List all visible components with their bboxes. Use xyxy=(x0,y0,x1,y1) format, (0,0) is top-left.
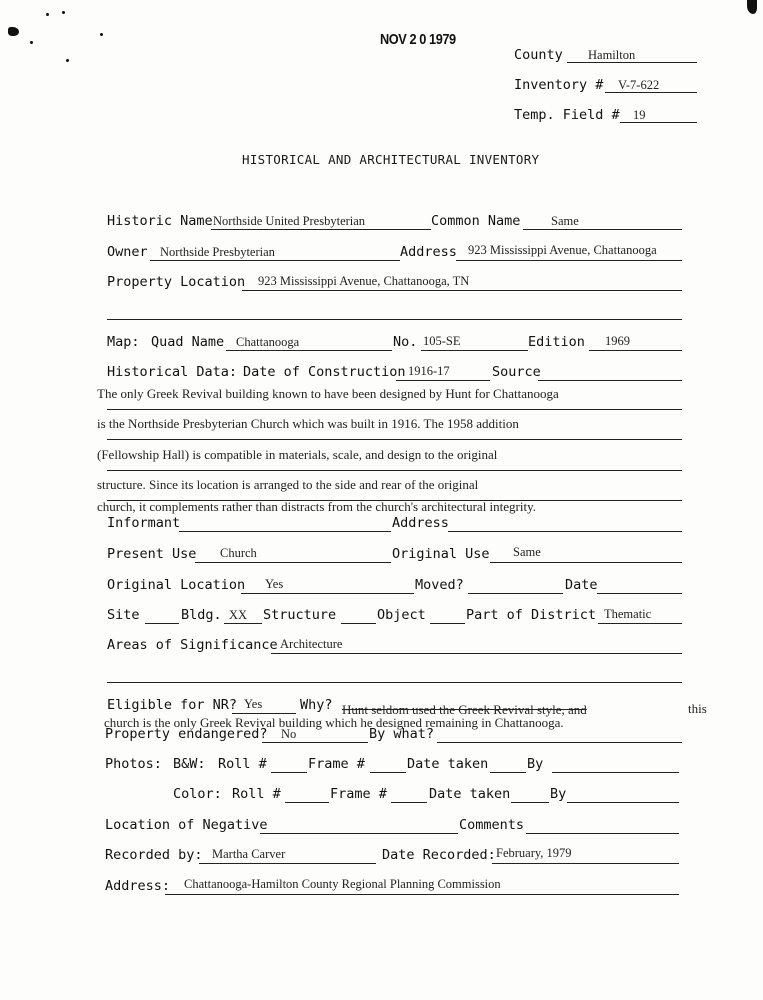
original-use-value: Same xyxy=(513,545,541,559)
original-location-label: Original Location xyxy=(107,577,246,593)
why-value-line-2: church is the only Greek Revival building which he designed remaining in Chattanooga. xyxy=(104,715,564,730)
historic-name-line xyxy=(211,229,431,230)
structure-line xyxy=(341,623,376,624)
bldg-line xyxy=(224,623,262,624)
endangered-label: Property endangered? xyxy=(105,726,268,742)
moved-line xyxy=(468,593,563,594)
part-district-value: Thematic xyxy=(604,607,652,621)
bw-label: B&W: xyxy=(173,756,206,772)
inventory-line xyxy=(605,92,697,93)
date-construction-value: 1916-17 xyxy=(408,364,450,378)
scan-speck xyxy=(100,33,103,36)
endangered-line xyxy=(262,742,368,743)
color-by-label: By xyxy=(550,786,567,802)
bw-frame-label: Frame # xyxy=(308,756,365,772)
edition-label: Edition xyxy=(528,334,585,350)
scan-speck xyxy=(46,13,49,16)
recorded-by-line xyxy=(199,863,376,864)
edition-value: 1969 xyxy=(605,334,630,348)
color-roll-line xyxy=(285,802,329,803)
recorded-by-label: Recorded by: xyxy=(105,847,203,863)
bldg-label: Bldg. xyxy=(181,607,222,623)
address-value: 923 Mississippi Avenue, Chattanooga xyxy=(468,243,657,257)
areas-line xyxy=(271,653,682,654)
map-no-line xyxy=(421,350,528,351)
source-label: Source xyxy=(492,364,541,380)
temp-field-label: Temp. Field # xyxy=(514,107,620,123)
eligible-label: Eligible for NR? xyxy=(107,697,238,713)
eligible-value: Yes xyxy=(244,697,263,711)
owner-label: Owner xyxy=(107,244,148,260)
map-label: Map: xyxy=(107,334,140,350)
object-line xyxy=(430,623,465,624)
owner-value: Northside Presbyterian xyxy=(160,245,275,259)
county-value: Hamilton xyxy=(588,48,636,62)
comments-line xyxy=(526,833,679,834)
informant-address-label: Address xyxy=(392,515,449,531)
eligible-line xyxy=(232,713,296,714)
map-no-value: 105-SE xyxy=(423,334,461,348)
property-location-line xyxy=(242,290,682,291)
narrative-line-2: is the Northside Presbyterian Church which was built in 1916. The 1958 addition xyxy=(97,416,519,431)
property-location-line-2 xyxy=(107,319,682,320)
date-recorded-value: February, 1979 xyxy=(496,846,572,860)
color-frame-label: Frame # xyxy=(330,786,387,802)
narrative-rule-2 xyxy=(107,439,682,440)
neg-location-label: Location of Negative xyxy=(105,817,268,833)
photos-label: Photos: xyxy=(105,756,162,772)
informant-line xyxy=(179,531,391,532)
form-title: HISTORICAL AND ARCHITECTURAL INVENTORY xyxy=(242,152,540,167)
site-label: Site xyxy=(107,607,140,623)
date-construction-line xyxy=(396,380,490,381)
moved-label: Moved? xyxy=(415,577,464,593)
received-date-stamp: NOV 2 0 1979 xyxy=(380,31,456,48)
color-frame-line xyxy=(391,802,427,803)
bottom-address-label: Address: xyxy=(105,878,171,894)
present-use-line xyxy=(195,562,391,563)
recorded-by-value: Martha Carver xyxy=(212,847,286,861)
by-what-label: By what? xyxy=(369,726,435,742)
structure-label: Structure xyxy=(263,607,337,623)
color-date-taken-label: Date taken xyxy=(429,786,511,802)
narrative-line-3: (Fellowship Hall) is compatible in materials, scale, and design to the original xyxy=(97,447,498,462)
scan-speck xyxy=(747,0,757,14)
color-label: Color: xyxy=(173,786,222,802)
bw-by-label: By xyxy=(527,756,544,772)
quad-name-value: Chattanooga xyxy=(236,335,300,349)
date-label: Date xyxy=(565,577,598,593)
bottom-address-line xyxy=(165,894,679,895)
historical-data-label: Historical Data: xyxy=(107,364,238,380)
part-district-label: Part of District xyxy=(466,607,597,623)
bw-date-taken-line xyxy=(490,772,526,773)
county-label: County xyxy=(514,47,563,63)
color-roll-label: Roll # xyxy=(232,786,281,802)
why-value-cont: this xyxy=(688,701,707,716)
date-line xyxy=(597,593,682,594)
common-name-line xyxy=(523,229,682,230)
source-line xyxy=(538,380,682,381)
date-construction-label: Date of Construction xyxy=(243,364,406,380)
date-recorded-line xyxy=(492,863,679,864)
narrative-line-4: structure. Since its location is arranged to the side and rear of the original xyxy=(97,477,479,492)
property-location-value: 923 Mississippi Avenue, Chattanooga, TN xyxy=(258,274,470,288)
present-use-value: Church xyxy=(220,546,257,560)
narrative-rule-3 xyxy=(107,470,682,471)
part-district-line xyxy=(598,623,682,624)
site-line xyxy=(145,623,179,624)
areas-line-2 xyxy=(107,682,682,683)
edition-line xyxy=(589,350,682,351)
narrative-line-1: The only Greek Revival building known to have been designed by Hunt for Chattanooga xyxy=(97,386,559,401)
original-location-value: Yes xyxy=(265,577,284,591)
scan-speck xyxy=(8,27,19,36)
why-label: Why? xyxy=(300,697,333,713)
inventory-value: V-7-622 xyxy=(618,78,660,92)
narrative-rule-1 xyxy=(107,409,682,410)
address-line xyxy=(456,260,682,261)
narrative-line-5: church, it complements rather than distracts from the church's architectural integrity. xyxy=(97,499,537,514)
scan-speck xyxy=(66,59,69,62)
date-recorded-label: Date Recorded: xyxy=(382,847,496,863)
map-no-label: No. xyxy=(393,334,418,350)
historic-name-value: Northside United Presbyterian xyxy=(213,214,366,228)
comments-label: Comments xyxy=(459,817,525,833)
temp-field-line xyxy=(620,122,697,123)
by-what-line xyxy=(437,742,682,743)
property-location-label: Property Location xyxy=(107,274,246,290)
informant-address-line xyxy=(448,531,682,532)
bldg-value: XX xyxy=(229,608,248,622)
bottom-address-value: Chattanooga-Hamilton County Regional Planning Commission xyxy=(184,877,501,891)
common-name-label: Common Name xyxy=(431,213,521,229)
common-name-value: Same xyxy=(551,214,579,228)
neg-location-line xyxy=(260,833,458,834)
bw-roll-label: Roll # xyxy=(218,756,267,772)
original-use-line xyxy=(490,562,682,563)
original-use-label: Original Use xyxy=(392,546,490,562)
bw-date-taken-label: Date taken xyxy=(407,756,489,772)
informant-label: Informant xyxy=(107,515,181,531)
scan-speck xyxy=(30,41,33,44)
areas-label: Areas of Significance xyxy=(107,637,278,653)
present-use-label: Present Use xyxy=(107,546,197,562)
inventory-label: Inventory # xyxy=(514,77,604,93)
bw-roll-line xyxy=(271,772,307,773)
object-label: Object xyxy=(377,607,426,623)
address-label: Address xyxy=(400,244,457,260)
temp-field-value: 19 xyxy=(633,108,646,122)
owner-line xyxy=(150,260,400,261)
original-location-line xyxy=(241,593,414,594)
why-value-struck: Hunt seldom used the Greek Revival style, and xyxy=(342,702,587,717)
historic-name-label: Historic Name xyxy=(107,213,213,229)
scan-speck xyxy=(62,11,65,14)
color-by-line xyxy=(567,802,679,803)
color-date-taken-line xyxy=(511,802,549,803)
bw-by-line xyxy=(552,772,679,773)
bw-frame-line xyxy=(370,772,406,773)
quad-name-line xyxy=(226,350,392,351)
county-line xyxy=(567,62,697,63)
areas-value: Architecture xyxy=(280,637,343,651)
endangered-value: No xyxy=(281,727,297,741)
quad-name-label: Quad Name xyxy=(151,334,225,350)
